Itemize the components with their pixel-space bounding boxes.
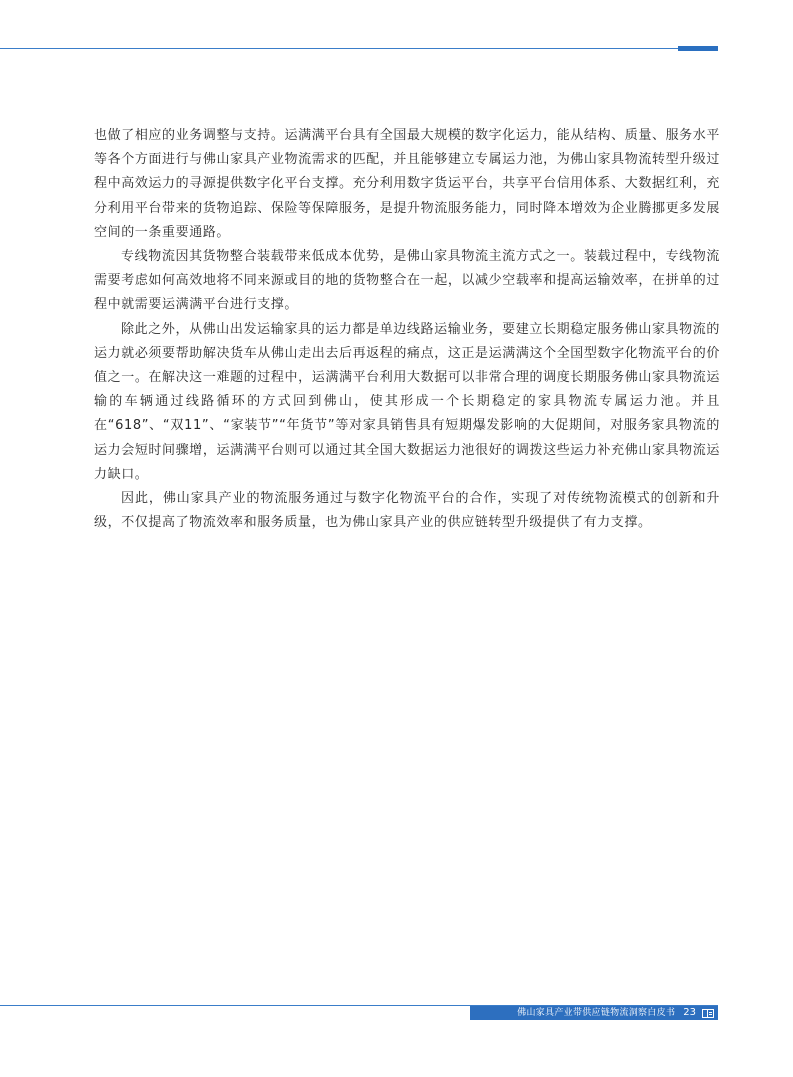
paragraph: 也做了相应的业务调整与支持。运满满平台具有全国最大规模的数字化运力，能从结构、质量、服务水平等各个方面进行与佛山家具产业物流需求的匹配，并且能够建立专属运力池，为佛山家具物流转型升级过程中高效运力的寻源提供数字化平台支撑。充分利用数字货运平台，共享平台信用体系、大数据红利，充分利用平台带来的货物追踪、保险等保障服务，是提升物流服务能力，同时降本增效为企业腾挪更多发展空间的一条重要通路。 [94,128,720,240]
paragraph: 专线物流因其货物整合装载带来低成本优势，是佛山家具物流主流方式之一。装载过程中，专线物流需要考虑如何高效地将不同来源或目的地的货物整合在一起，以减少空载率和提高运输效率，在拼单的过程中就需要运满满平台进行支撑。 [94,249,720,313]
paragraph: 除此之外，从佛山出发运输家具的运力都是单边线路运输业务，要建立长期稳定服务佛山家具物流的运力就必须要帮助解决货车从佛山走出去后再返程的痛点，这正是运满满这个全国型数字化物流平台的价值之一。在解决这一难题的过程中，运满满平台利用大数据可以非常合理的调度长期服务佛山家具物流运输的车辆通过线路循环的方式回到佛山，使其形成一个长期稳定的家具物流专属运力池。并且在“618”、“双11”、“家装节”“年货节”等对家具销售具有短期爆发影响的大促期间，对服务家具物流的运力会短时间骤增，运满满平台则可以通过其全国大数据运力池很好的调拨这些运力补充佛山家具物流运力缺口。 [94,321,720,482]
paragraph: 因此，佛山家具产业的物流服务通过与数字化物流平台的合作，实现了对传统物流模式的创新和升级，不仅提高了物流效率和服务质量，也为佛山家具产业的供应链转型升级提供了有力支撑。 [94,491,720,531]
page-number: 23 [683,1007,696,1018]
header-accent-block [678,46,718,51]
footer-bar [470,1006,718,1020]
body-text [94,124,720,535]
footer-title: 佛山家具产业带供应链物流洞察白皮书 [517,1008,676,1018]
header-rule [0,48,718,49]
book-icon [702,1009,714,1018]
